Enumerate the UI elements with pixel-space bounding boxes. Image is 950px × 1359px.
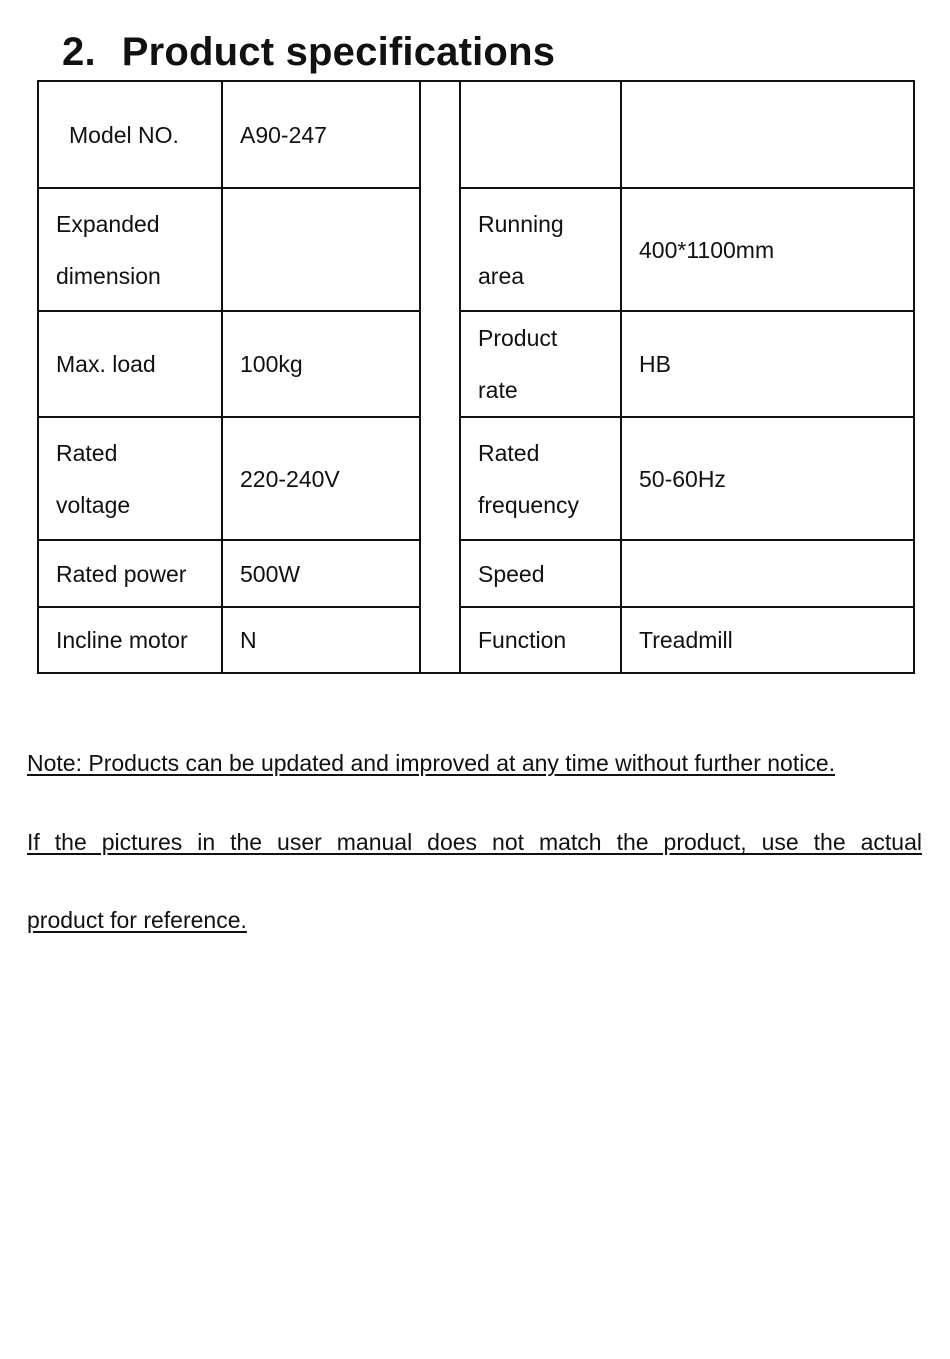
spec-label-line: Rated xyxy=(56,439,118,466)
spec-label-line: Product xyxy=(478,325,558,351)
spec-label xyxy=(460,188,621,311)
spec-value: 400*1100mm xyxy=(621,188,914,311)
spec-label-line: area xyxy=(478,262,525,289)
spec-label: Speed xyxy=(460,540,621,607)
spec-label: Rated power xyxy=(38,540,222,607)
spec-value: 100kg xyxy=(222,311,420,417)
section-title: Product specifications xyxy=(121,30,556,74)
table-row xyxy=(38,607,914,673)
spec-label xyxy=(460,417,621,540)
spec-value xyxy=(222,188,420,311)
spec-value xyxy=(621,540,914,607)
note-line: If the pictures in the user manual does not match the product, use the actual xyxy=(27,829,922,855)
spec-value xyxy=(621,81,914,188)
spec-label-line: rate xyxy=(478,377,518,403)
note-line: product for reference. xyxy=(27,907,247,933)
section-heading xyxy=(62,30,555,75)
spec-label: Function xyxy=(460,607,621,673)
spec-label xyxy=(38,417,222,540)
section-number: 2. xyxy=(62,30,96,74)
table-row xyxy=(38,417,914,540)
spec-label-line: Rated xyxy=(478,439,540,466)
spec-value: Treadmill xyxy=(621,607,914,673)
note-line: Note: Products can be updated and improved at any time without further notice. xyxy=(27,750,836,776)
spec-value: 50-60Hz xyxy=(621,417,914,540)
spec-label-line: Running xyxy=(478,210,564,237)
spec-value: 220-240V xyxy=(222,417,420,540)
spec-label xyxy=(38,188,222,311)
spec-label-line: Expanded xyxy=(56,210,160,237)
spec-value: 500W xyxy=(222,540,420,607)
spec-label-line: voltage xyxy=(56,491,131,518)
spec-label: Model NO. xyxy=(38,81,222,188)
spec-value: HB xyxy=(621,311,914,417)
table-row xyxy=(38,188,914,311)
spec-label: Incline motor xyxy=(38,607,222,673)
table-row xyxy=(38,81,914,188)
spec-label-line: dimension xyxy=(56,262,161,289)
spec-label: Max. load xyxy=(38,311,222,417)
product-spec-table xyxy=(37,80,915,674)
spec-label xyxy=(460,81,621,188)
spec-label-line: frequency xyxy=(478,491,580,518)
spec-value: N xyxy=(222,607,420,673)
table-spacer-column xyxy=(420,81,460,673)
spec-value: A90-247 xyxy=(222,81,420,188)
table-row xyxy=(38,311,914,417)
spec-label xyxy=(460,311,621,417)
table-row xyxy=(38,540,914,607)
